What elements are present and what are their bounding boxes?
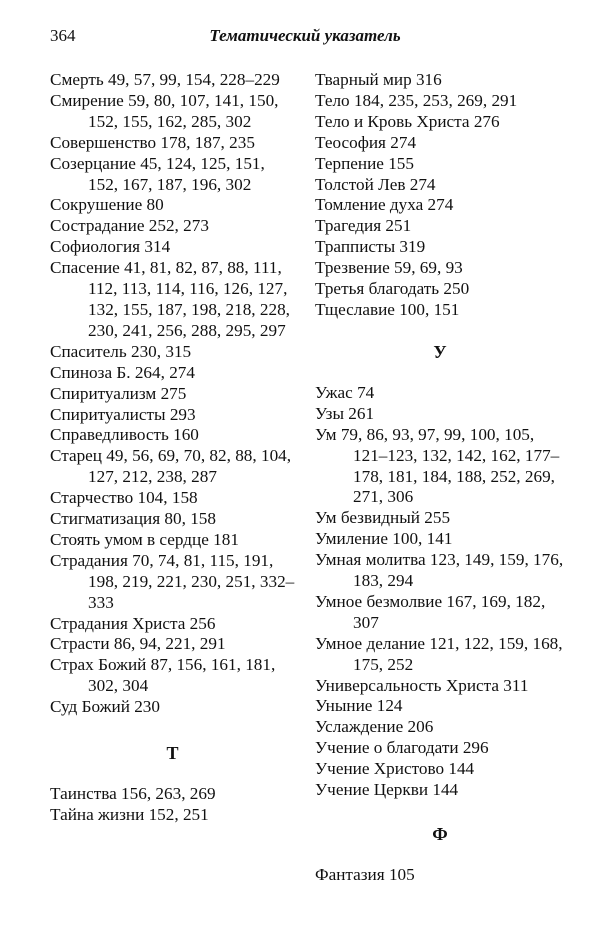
index-entry: Спиноза Б. 264, 274 bbox=[50, 362, 195, 382]
index-entry: Софиология 314 bbox=[50, 237, 171, 257]
index-entry: Сострадание 252, 273 bbox=[50, 216, 209, 236]
index-entries-t bbox=[50, 784, 295, 826]
index-entry: Сокрушение 80 bbox=[50, 195, 164, 215]
section-letter-f: Ф bbox=[432, 824, 448, 844]
index-entry: Тайна жизни 152, 251 bbox=[50, 805, 209, 824]
index-column-right bbox=[315, 70, 565, 886]
index-entry: Стоять умом в сердце 181 bbox=[50, 529, 239, 549]
index-entry: Томление духа 274 bbox=[315, 195, 454, 215]
index-entry: Фантазия 105 bbox=[315, 865, 415, 884]
index-entry: Тварный мир 316 bbox=[315, 70, 442, 89]
index-entry: Спаситель 230, 315 bbox=[50, 341, 192, 361]
index-entry: Страдания Христа 256 bbox=[50, 613, 216, 633]
index-entry: Трезвение 59, 69, 93 bbox=[315, 258, 463, 278]
index-entry: Трагедия 251 bbox=[315, 216, 412, 236]
index-entry: Стигматизация 80, 158 bbox=[50, 509, 216, 529]
index-entry: Услаждение 206 bbox=[315, 717, 434, 737]
section-letter-u: У bbox=[433, 341, 447, 362]
index-entries-u bbox=[315, 383, 565, 801]
index-entry: Справедливость 160 bbox=[50, 425, 199, 445]
index-entry: Таинства 156, 263, 269 bbox=[50, 784, 216, 804]
running-title: Тематический указатель bbox=[209, 26, 401, 45]
index-entry: Учение о благодати 296 bbox=[315, 738, 489, 758]
section-letter-t: Т bbox=[166, 743, 179, 764]
index-entry: Смерть 49, 57, 99, 154, 228–229 bbox=[50, 70, 280, 89]
index-entry: Умное безмолвие 167, 169, 182, 307 bbox=[315, 591, 546, 632]
index-entries-s bbox=[50, 70, 295, 718]
index-entries-f bbox=[315, 865, 565, 886]
index-entry: Уныние 124 bbox=[315, 696, 403, 716]
index-entry: Ужас 74 bbox=[315, 382, 375, 402]
page-number: 364 bbox=[50, 26, 76, 45]
index-entry: Спиритуалисты 293 bbox=[50, 404, 196, 424]
index-entry: Учение Христово 144 bbox=[315, 759, 475, 779]
index-entry: Третья благодать 250 bbox=[315, 279, 470, 299]
index-entry: Страх Божий 87, 156, 161, 181, 302, 304 bbox=[50, 655, 276, 696]
index-entry: Тщеславие 100, 151 bbox=[315, 299, 460, 319]
index-entry: Спасение 41, 81, 82, 87, 88, 111, 112, 113, 114, 116, 126, 127, 132, 155, 187, 198, 218, 228, 230, 241, 256, 288, 295, 297 bbox=[50, 258, 290, 340]
index-entry: Совершенство 178, 187, 235 bbox=[50, 132, 255, 152]
index-entry: Страдания 70, 74, 81, 115, 191, 198, 219, 221, 230, 251, 332–333 bbox=[50, 550, 295, 612]
index-entry: Умное делание 121, 122, 159, 168, 175, 252 bbox=[315, 633, 563, 674]
index-entry: Толстой Лев 274 bbox=[315, 174, 436, 194]
index-entry: Смирение 59, 80, 107, 141, 150, 152, 155, 162, 285, 302 bbox=[50, 90, 279, 131]
index-entry: Тело и Кровь Христа 276 bbox=[315, 111, 500, 131]
index-entry: Трапписты 319 bbox=[315, 237, 426, 257]
index-column-left bbox=[50, 70, 295, 826]
index-entry: Страсти 86, 94, 221, 291 bbox=[50, 634, 226, 654]
index-entry: Умиление 100, 141 bbox=[315, 529, 453, 549]
index-entries-t-cont bbox=[315, 70, 565, 321]
index-entry: Спиритуализм 275 bbox=[50, 383, 187, 403]
index-entry: Созерцание 45, 124, 125, 151, 152, 167, 187, 196, 302 bbox=[50, 153, 265, 194]
index-entry: Терпение 155 bbox=[315, 153, 414, 173]
index-entry: Старец 49, 56, 69, 70, 82, 88, 104, 127, 212, 238, 287 bbox=[50, 446, 292, 487]
index-entry: Ум безвидный 255 bbox=[315, 508, 451, 528]
index-entry: Узы 261 bbox=[315, 403, 375, 423]
page-header bbox=[50, 26, 560, 50]
index-entry: Умная молитва 123, 149, 159, 176, 183, 294 bbox=[315, 550, 564, 591]
index-entry: Учение Церкви 144 bbox=[315, 780, 459, 800]
index-entry: Тело 184, 235, 253, 269, 291 bbox=[315, 90, 518, 110]
index-entry: Теософия 274 bbox=[315, 132, 417, 152]
index-entry: Суд Божий 230 bbox=[50, 697, 160, 717]
index-entry: Универсальность Христа 311 bbox=[315, 675, 529, 695]
index-entry: Старчество 104, 158 bbox=[50, 488, 198, 508]
index-entry: Ум 79, 86, 93, 97, 99, 100, 105, 121–123, 132, 142, 162, 177–178, 181, 184, 188, 252, 269, 271, 306 bbox=[315, 424, 560, 507]
